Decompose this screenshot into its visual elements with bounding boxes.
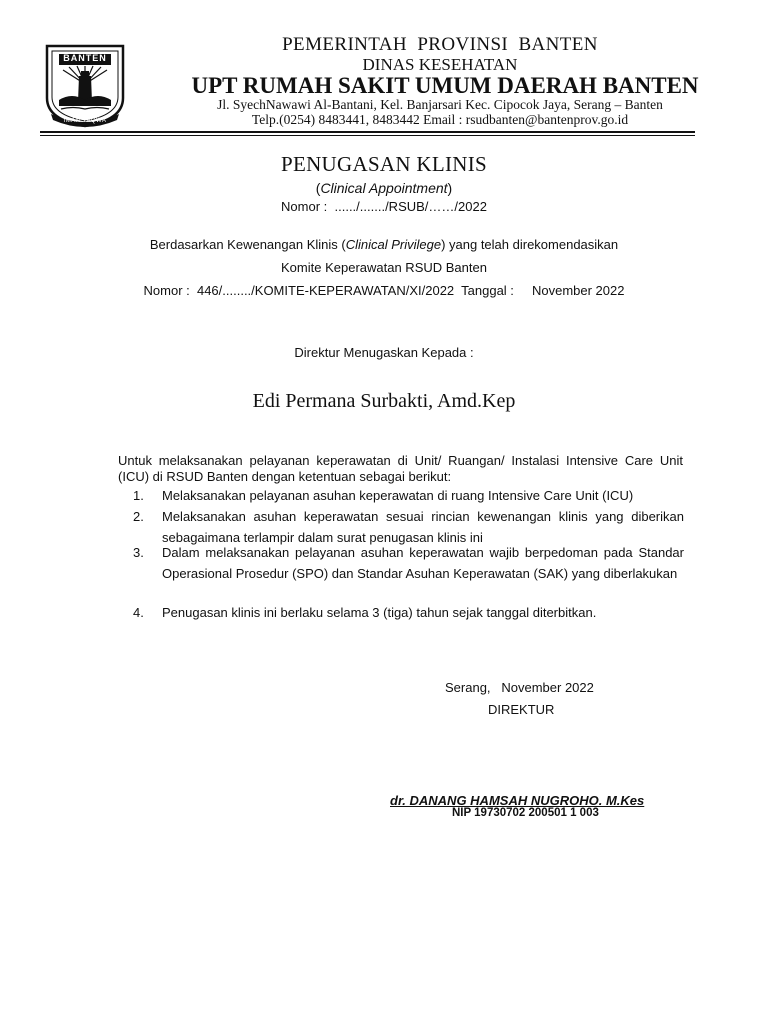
document-number: Nomor : ....../......./RSUB/……/2022 — [281, 199, 487, 214]
letterhead-thick-divider — [40, 131, 695, 133]
list-item-number: 1. — [133, 488, 144, 503]
list-item-text: Melaksanakan asuhan keperawatan sesuai rincian kewenangan klinis yang diberikan sebagaimana terlampir dalam surat penugasan klinis ini — [162, 509, 684, 545]
signatory-nip: NIP 19730702 200501 1 003 — [452, 807, 599, 819]
assignment-intro: Direktur Menugaskan Kepada : — [294, 345, 474, 360]
basis-line-1-italic: Clinical Privilege — [345, 237, 442, 252]
basis-line-1-b: ) yang telah direkomendasikan — [441, 237, 619, 252]
list-item-text: Penugasan klinis ini berlaku selama 3 (tiga) tahun sejak tanggal diterbitkan. — [162, 605, 597, 620]
list-item-number: 3. — [133, 545, 144, 560]
list-item-text: Melaksanakan pelayanan asuhan keperawatan di ruang Intensive Care Unit (ICU) — [162, 488, 634, 503]
signature-position: DIREKTUR — [488, 702, 555, 717]
banten-logo — [37, 40, 133, 128]
signatory-name: dr. DANANG HAMSAH NUGROHO. M.Kes — [390, 793, 645, 808]
letterhead-government: PEMERINTAH PROVINSI BANTEN — [282, 34, 598, 55]
list-item-number: 2. — [133, 509, 144, 524]
document-subtitle — [0, 180, 768, 196]
letterhead-department: DINAS KESEHATAN — [362, 55, 518, 74]
signature-place-date: Serang, November 2022 — [445, 680, 594, 695]
basis-line-1-a: Berdasarkan Kewenangan Klinis ( — [149, 237, 346, 252]
letterhead-address: Jl. SyechNawawi Al-Bantani, Kel. Banjarsari Kec. Cipocok Jaya, Serang – Banten — [217, 97, 663, 112]
subtitle-italic: Clinical Appointment — [320, 180, 448, 196]
logo-top-text: BANTEN — [63, 53, 107, 63]
body-paragraph: Untuk melaksanakan pelayanan keperawatan di Unit/ Ruangan/ Instalasi Intensive Care Unit (ICU) di RSUD Banten dengan ketentuan sebagai berikut: — [118, 453, 683, 484]
subtitle-close: ) — [447, 180, 453, 196]
letterhead-hospital: UPT RUMAH SAKIT UMUM DAERAH BANTEN — [191, 73, 699, 98]
document-title: PENUGASAN KLINIS — [280, 152, 488, 176]
letterhead-thin-divider — [40, 135, 695, 136]
assignee-name: Edi Permana Surbakti, Amd.Kep — [252, 390, 516, 412]
list-item-text: Dalam melaksanakan pelayanan asuhan keperawatan wajib berpedoman pada Standar Operasional Prosedur (SPO) dan Standar Asuhan Keperawatan (SAK) yang diberlakukan — [162, 545, 684, 581]
basis-line-2: Komite Keperawatan RSUD Banten — [281, 260, 487, 275]
basis-line-3: Nomor : 446/......../KOMITE-KEPERAWATAN/XI/2022 Tanggal : November 2022 — [143, 283, 625, 298]
logo-bottom-text: IMAN TAQWA — [63, 118, 107, 124]
basis-line-1 — [0, 237, 768, 252]
list-item-number: 4. — [133, 605, 144, 620]
letterhead-contact: Telp.(0254) 8483441, 8483442 Email : rsudbanten@bantenprov.go.id — [251, 112, 629, 127]
subtitle-open: ( — [315, 180, 321, 196]
